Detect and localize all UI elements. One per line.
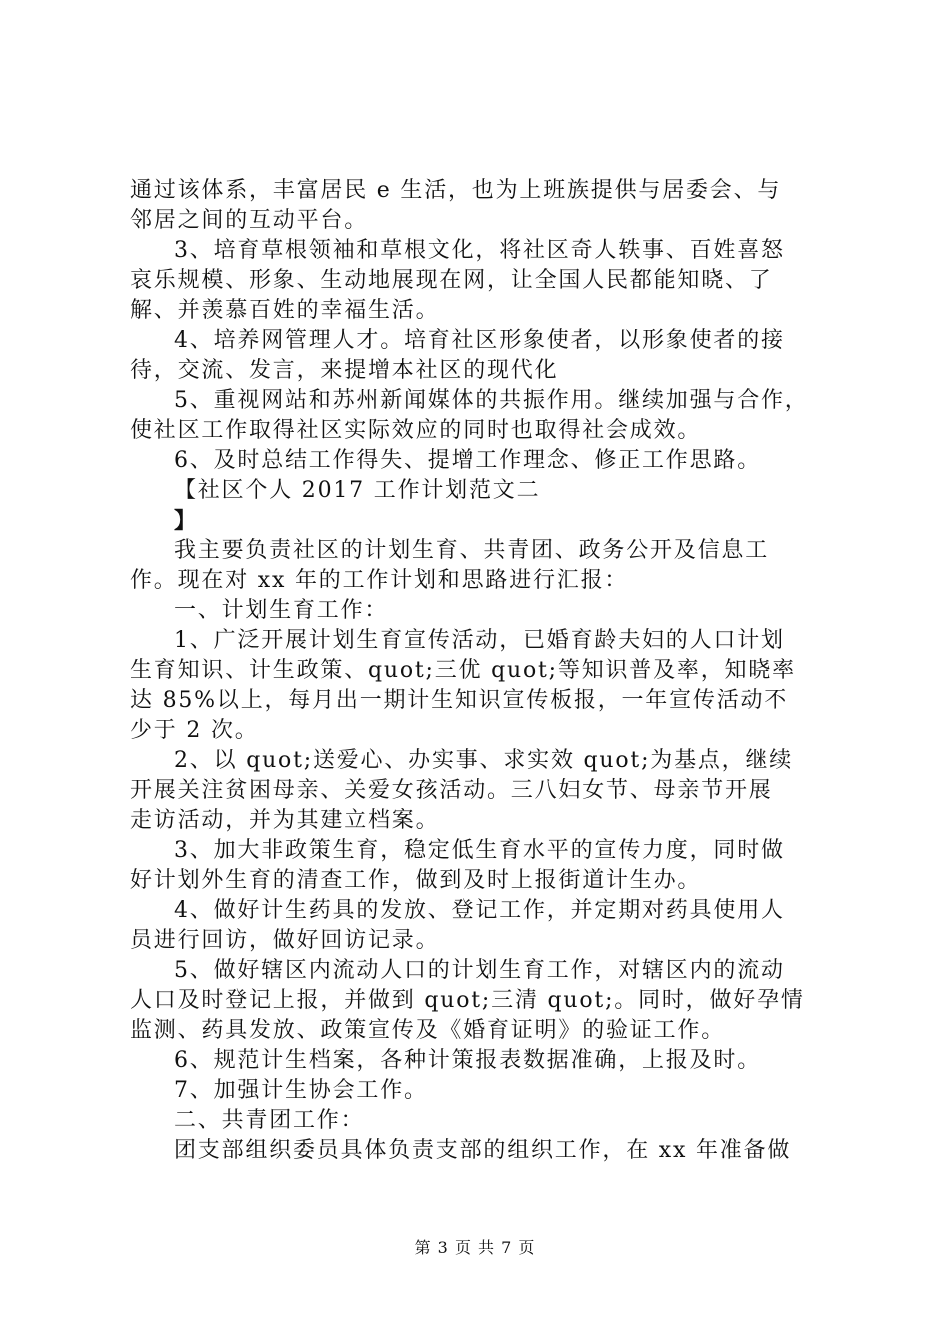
text-line: 作。现在对 xx 年的工作计划和思路进行汇报：	[130, 568, 629, 593]
text-line: 4、培养网管理人才。培育社区形象使者，以形象使者的接	[174, 328, 785, 353]
text-line: 6、及时总结工作得失、提增工作理念、修正工作思路。	[174, 448, 761, 473]
text-line: 哀乐规模、形象、生动地展现在网，让全国人民都能知晓、了	[130, 268, 773, 293]
text-line: 少于 2 次。	[130, 718, 259, 743]
text-line: 生育知识、计生政策、quot;三优 quot;等知识普及率，知晓率	[130, 658, 796, 683]
text-line: 3、培育草根领袖和草根文化，将社区奇人轶事、百姓喜怒	[174, 238, 785, 263]
text-line: 开展关注贫困母亲、关爱女孩活动。三八妇女节、母亲节开展	[130, 778, 773, 803]
text-line: 使社区工作取得社区实际效应的同时也取得社会成效。	[130, 418, 702, 443]
text-line: 我主要负责社区的计划生育、共青团、政务公开及信息工	[174, 538, 770, 563]
text-line: 1、广泛开展计划生育宣传活动，已婚育龄夫妇的人口计划	[174, 628, 785, 653]
text-line: 6、规范计生档案，各种计策报表数据准确，上报及时。	[174, 1048, 761, 1073]
text-line: 团支部组织委员具体负责支部的组织工作，在 xx 年准备做	[174, 1138, 792, 1163]
document-body	[130, 176, 830, 1166]
text-line: 5、重视网站和苏州新闻媒体的共振作用。继续加强与合作，	[174, 388, 809, 413]
text-line: 邻居之间的互动平台。	[130, 208, 369, 233]
text-line: 】	[174, 508, 198, 534]
text-line: 2、以 quot;送爱心、办实事、求实效 quot;为基点，继续	[174, 748, 794, 773]
text-line: 二、共青团工作：	[174, 1108, 365, 1133]
text-line: 一、计划生育工作：	[174, 598, 389, 623]
text-line: 人口及时登记上报，并做到 quot;三清 quot;。同时，做好孕情	[130, 988, 805, 1013]
text-line: 解、并羡慕百姓的幸福生活。	[130, 298, 440, 323]
text-line: 达 85%以上，每月出一期计生知识宣传板报，一年宣传活动不	[130, 688, 789, 713]
text-line: 好计划外生育的清查工作，做到及时上报街道计生办。	[130, 868, 702, 893]
text-line: 走访活动，并为其建立档案。	[130, 808, 440, 833]
text-line: 【社区个人 2017 工作计划范文二	[174, 478, 541, 503]
text-line: 监测、药具发放、政策宣传及《婚育证明》的验证工作。	[130, 1018, 726, 1043]
text-line: 通过该体系，丰富居民 e 生活，也为上班族提供与居委会、与	[130, 178, 782, 203]
text-line: 7、加强计生协会工作。	[174, 1078, 428, 1103]
text-line: 待，交流、发言，来提增本社区的现代化	[130, 358, 559, 383]
page-number-footer: 第 3 页 共 7 页	[414, 1238, 536, 1257]
text-line: 5、做好辖区内流动人口的计划生育工作，对辖区内的流动	[174, 958, 785, 983]
text-line: 4、做好计生药具的发放、登记工作，并定期对药具使用人	[174, 898, 785, 923]
text-line: 3、加大非政策生育，稳定低生育水平的宣传力度，同时做	[174, 838, 785, 863]
text-line: 员进行回访，做好回访记录。	[130, 928, 440, 953]
